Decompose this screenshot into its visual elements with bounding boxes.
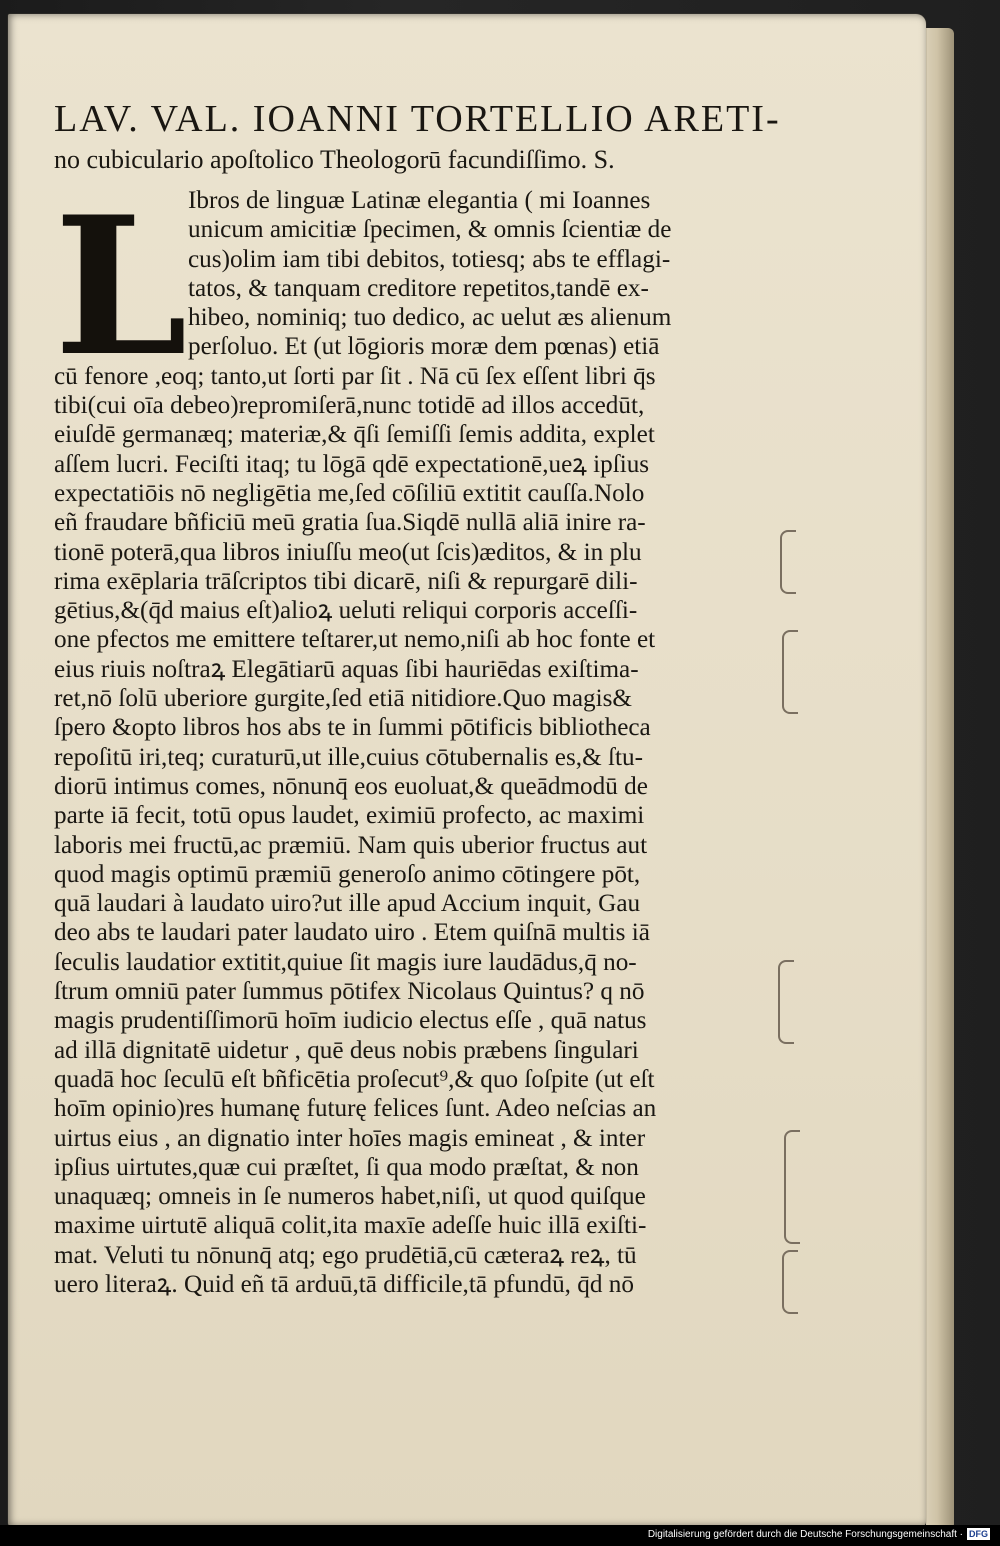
page-edge	[926, 28, 954, 1528]
text-line: cū fenore ,eoq; tanto,ut ſorti par ſit . Nā cū ſex eſſent libri q̄s	[54, 362, 656, 390]
text-line: ſeculis laudatior extitit,quiue ſit magis iure laudādus,q̄ no-	[54, 948, 637, 976]
page-text	[54, 96, 794, 1299]
text-line: deo abs te laudari pater laudato uiro . Etem quiſnā multis iā	[54, 919, 650, 947]
text-line: unaquæq; omneis in ſe numeros habet,niſi, ut quod quiſque	[54, 1183, 646, 1211]
text-line: eiuſdē germanæq; materiæ,& q̄ſi ſemiſſi ſemis addita, explet	[54, 421, 655, 449]
text-line: diorū intimus comes, nōnunq̄ eos euoluat,& queādmodū de	[54, 772, 648, 800]
text-line: quā laudari à laudato uiro?ut ille apud Accium inquit, Gau	[54, 890, 641, 918]
text-line: cus)olim iam tibi debitos, totiesq; abs te efflagi-	[188, 245, 671, 273]
margin-bracket	[784, 1130, 800, 1244]
text-line: magis prudentiſſimorū hoīm iudicio electus eſſe , quā natus	[54, 1007, 647, 1035]
body-text	[54, 175, 794, 1299]
margin-bracket	[782, 630, 798, 714]
text-line: maxime uirtutē aliquā colit,ita maxīe adeſſe huic illā exiſti-	[54, 1212, 647, 1240]
text-line: eius riuis noſtraꝝ Elegātiarū aquas ſibi hauriēdas exiſtima-	[54, 655, 639, 683]
text-line: mat. Veluti tu nōnunq̄ atq; ego prudētiā,cū cæteraꝝ reꝝ, tū	[54, 1241, 637, 1269]
text-line: hoīm opinio)res humanę futurę felices ſunt. Adeo neſcias an	[54, 1095, 657, 1123]
text-line: one pfectos me emittere teſtarer,ut nemo,niſi ab hoc fonte et	[54, 626, 656, 654]
text-line: unicum amicitiæ ſpecimen, & omnis ſcientiæ de	[188, 216, 672, 244]
text-line: eñ fraudare bñficiū meū gratia ſua.Siqdē nullā aliā inire ra-	[54, 509, 646, 537]
text-line: ret,nō ſolū uberiore gurgite,ſed etiā nitidiore.Quo magis&	[54, 685, 633, 713]
drop-cap-initial: L	[54, 175, 188, 398]
text-line: hibeo, nominiq; tuo dedico, ac uelut æs alienum	[188, 304, 672, 332]
text-line: gētius,&(q̄d maius eſt)alioꝝ ueluti reliqui corporis acceſſi-	[54, 597, 638, 625]
text-line: perſoluo. Et (ut lōgioris moræ dem pœnas) etiā	[188, 333, 660, 361]
margin-bracket-marks	[778, 530, 808, 1300]
text-line: ipſius uirtutes,quæ cui præſtet, ſi qua modo præſtat, & non	[54, 1153, 639, 1181]
margin-bracket	[782, 1250, 798, 1314]
text-line: repoſitū iri,teq; curaturū,ut ille,cuius cōtubernalis es,& ſtu-	[54, 743, 643, 771]
text-line: Ibros de linguæ Latinæ elegantia ( mi Ioannes	[188, 187, 651, 214]
margin-bracket	[778, 960, 794, 1044]
text-line: aſſem lucri. Feciſti itaq; tu lōgā qdē expectationē,ueꝝ ipſius	[54, 450, 650, 478]
dfg-logo: DFG	[969, 1529, 988, 1539]
heading-line-1: LAV. VAL. IOANNI TORTELLIO ARETI-	[54, 98, 781, 140]
text-line: ad illā dignitatē uidetur , quē deus nobis præbens ſingulari	[54, 1036, 639, 1064]
footer-credit: Digitalisierung gefördert durch die Deutsche Forschungsgemeinschaft ·	[647, 1528, 963, 1540]
footer	[648, 1527, 990, 1541]
margin-bracket	[780, 530, 796, 594]
text-line: quod magis optimū præmiū generoſo animo cōtingere pōt,	[54, 860, 641, 888]
text-line: tatos, & tanquam creditore repetitos,tandē ex-	[188, 274, 649, 302]
heading-line-2: no cubiculario apoſtolico Theologorū facundiſſimo. S.	[54, 145, 615, 174]
text-line: laboris mei fructū,ac præmiū. Nam quis uberior fructus aut	[54, 831, 648, 859]
text-line: quadā hoc ſeculū eſt bñficētia proſecut⁹,& quo ſoſpite (ut eſt	[54, 1065, 655, 1093]
text-line: tionē poterā,qua libros iniuſſu meo(ut ſcis)æditos, & in plu	[54, 538, 642, 566]
text-line: rima exēplaria trāſcriptos tibi dicarē, niſi & repurgarē dili-	[54, 567, 638, 595]
text-line: parte iā fecit, totū opus laudet, eximiū profecto, ac maximi	[54, 802, 645, 830]
text-line: tibi(cui oīa debeo)repromiſerā,nunc totidē ad illos accedūt,	[54, 392, 645, 420]
text-line: ſpero &opto libros hos abs te in ſummi pōtificis bibliotheca	[54, 714, 651, 742]
text-line: uirtus eius , an dignatio inter hoīes magis emineat , & inter	[54, 1124, 646, 1152]
text-line: expectatiōis nō negligētia me,ſed cōſiliū extitit cauſſa.Nolo	[54, 479, 645, 507]
text-line: uero literaꝝ. Quid eñ tā arduū,tā difficile,tā pfundū, q̄d nō	[54, 1270, 634, 1298]
text-line: ſtrum omniū pater ſummus pōtifex Nicolaus Quintus? q nō	[54, 978, 645, 1006]
